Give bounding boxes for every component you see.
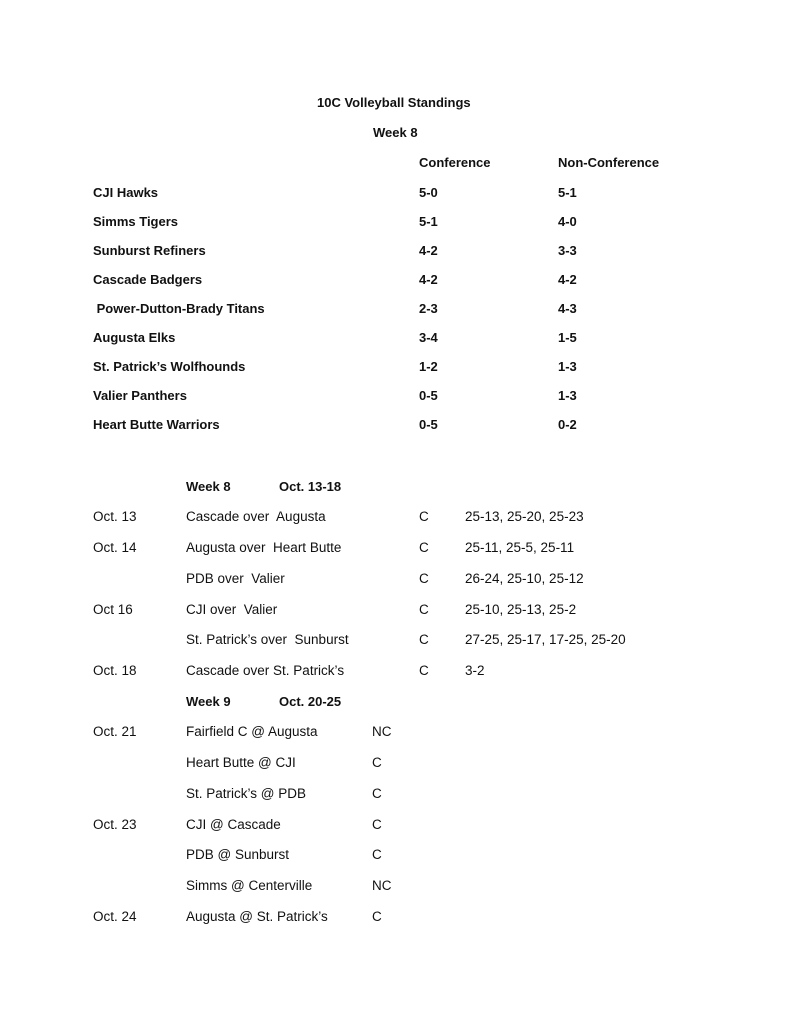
game-score: 3-2: [465, 663, 485, 678]
non-conference-record: 3-3: [558, 243, 577, 258]
game-matchup: St. Patrick’s @ PDB: [186, 786, 306, 801]
team-name: Simms Tigers: [93, 214, 179, 229]
team-name: St. Patrick’s Wolfhounds: [93, 359, 246, 374]
game-score: 25-13, 25-20, 25-23: [465, 509, 584, 524]
game-date: Oct. 13: [93, 509, 137, 524]
team-name: Heart Butte Warriors: [93, 417, 220, 432]
conference-record: 3-4: [419, 330, 438, 345]
game-matchup: Augusta @ St. Patrick’s: [186, 909, 328, 924]
non-conference-header: Non-Conference: [558, 155, 660, 170]
game-matchup: CJI over Valier: [186, 602, 278, 617]
game-date: Oct. 24: [93, 909, 137, 924]
game-score: 26-24, 25-10, 25-12: [465, 571, 584, 586]
team-name: Power-Dutton-Brady Titans: [93, 301, 265, 316]
team-name: CJI Hawks: [93, 185, 159, 200]
non-conference-record: 4-0: [558, 214, 577, 229]
game-type: NC: [372, 878, 392, 893]
game-matchup: Simms @ Centerville: [186, 878, 313, 893]
team-name: Augusta Elks: [93, 330, 176, 345]
conference-record: 5-1: [419, 214, 438, 229]
non-conference-record: 5-1: [558, 185, 577, 200]
game-matchup: Fairfield C @ Augusta: [186, 724, 318, 739]
game-type: C: [419, 509, 429, 524]
game-type: C: [372, 847, 382, 862]
conference-record: 4-2: [419, 272, 438, 287]
schedule-week-label: Week 9: [186, 694, 231, 709]
conference-record: 2-3: [419, 301, 438, 316]
team-name: Cascade Badgers: [93, 272, 203, 287]
game-type: C: [419, 571, 429, 586]
game-matchup: CJI @ Cascade: [186, 817, 281, 832]
game-matchup: PDB @ Sunburst: [186, 847, 289, 862]
schedule-week-dates: Oct. 20-25: [279, 694, 342, 709]
game-score: 25-11, 25-5, 25-11: [465, 540, 575, 555]
conference-record: 0-5: [419, 417, 438, 432]
game-type: C: [419, 632, 429, 647]
game-date: Oct. 14: [93, 540, 137, 555]
game-matchup: Cascade over Augusta: [186, 509, 326, 524]
game-date: Oct. 21: [93, 724, 137, 739]
game-type: C: [419, 663, 429, 678]
non-conference-record: 4-3: [558, 301, 577, 316]
game-score: 27-25, 25-17, 17-25, 25-20: [465, 632, 626, 647]
week-label: Week 8: [373, 125, 418, 140]
game-date: Oct 16: [93, 602, 133, 617]
non-conference-record: 1-3: [558, 388, 577, 403]
game-type: C: [372, 817, 382, 832]
non-conference-record: 1-5: [558, 330, 577, 345]
conference-record: 0-5: [419, 388, 438, 403]
game-type: C: [372, 755, 382, 770]
conference-record: 5-0: [419, 185, 438, 200]
non-conference-record: 0-2: [558, 417, 577, 432]
conference-header: Conference: [419, 155, 491, 170]
game-type: NC: [372, 724, 392, 739]
conference-record: 4-2: [419, 243, 438, 258]
game-matchup: PDB over Valier: [186, 571, 285, 586]
results-week-label: Week 8: [186, 479, 231, 494]
game-type: C: [372, 909, 382, 924]
game-date: Oct. 23: [93, 817, 137, 832]
team-name: Valier Panthers: [93, 388, 187, 403]
results-week-dates: Oct. 13-18: [279, 479, 342, 494]
game-matchup: Cascade over St. Patrick’s: [186, 663, 345, 678]
game-type: C: [419, 540, 429, 555]
team-name: Sunburst Refiners: [93, 243, 206, 258]
game-matchup: Heart Butte @ CJI: [186, 755, 296, 770]
conference-record: 1-2: [419, 359, 438, 374]
game-type: C: [372, 786, 382, 801]
game-matchup: Augusta over Heart Butte: [186, 540, 342, 555]
non-conference-record: 4-2: [558, 272, 577, 287]
game-matchup: St. Patrick’s over Sunburst: [186, 632, 349, 647]
page-title: 10C Volleyball Standings: [317, 95, 471, 110]
game-score: 25-10, 25-13, 25-2: [465, 602, 577, 617]
non-conference-record: 1-3: [558, 359, 577, 374]
game-type: C: [419, 602, 429, 617]
game-date: Oct. 18: [93, 663, 137, 678]
